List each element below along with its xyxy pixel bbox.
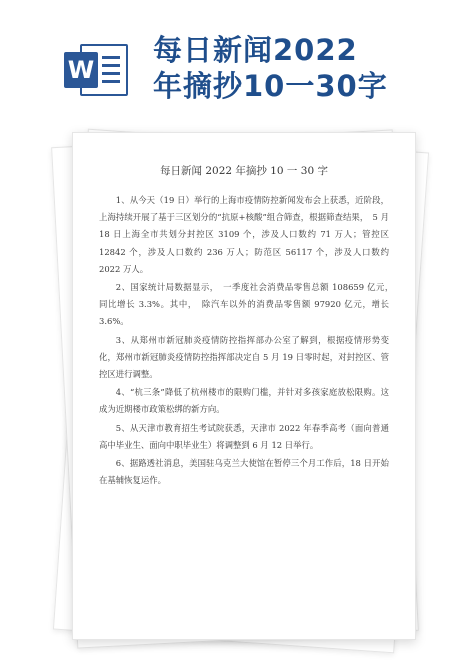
paragraph-5: 5、从天津市教育招生考试院获悉，天津市 2022 年春季高考（面向普通高中毕业生、面向中职毕业生）将调整到 6 月 12 日举行。 (99, 422, 389, 450)
word-document-icon (64, 40, 130, 100)
banner (0, 0, 474, 120)
doc-line (102, 56, 120, 59)
doc-line (102, 64, 120, 67)
banner-title-line2: 年摘抄10一30字 (153, 69, 388, 103)
paragraph-2: 2、国家统计局数据显示， 一季度社会消费品零售总额 108659 亿元， 同比增长 3.3%。其中， 除汽车以外的消费品零售额 97920 亿元，增长 3.6%。 (99, 282, 398, 327)
doc-line (102, 72, 120, 75)
paragraph-6: 6、据路透社消息，美国驻乌克兰大使馆在暂停三个月工作后，18 日开始在基辅恢复运作。 (99, 458, 389, 486)
banner-title (153, 32, 463, 104)
banner-title-line1: 每日新闻2022 (153, 33, 358, 67)
word-badge: W (64, 52, 98, 88)
document-title: 每日新闻 2022 年摘抄 10 一 30 字 (160, 165, 328, 177)
paragraph-3: 3、从郑州市新冠肺炎疫情防控指挥部办公室了解到，根据疫情形势变化，郑州市新冠肺炎疫情防控指挥部决定自 5 月 19 日零时起，对封控区、管控区进行调整。 (99, 334, 389, 380)
paragraph-1: 1、从今天（19 日）举行的上海市疫情防控新闻发布会上获悉，近阶段，上海持续开展了基于三区划分的“抗原+核酸”组合筛查，根据筛查结果， 5 月 18 日上海全市共划分封控区 3109 个，涉及人口数约 71 万人；管控区 12842 个，涉及人口数约 236 万人；防范区 56117 个，涉及人口数约 2022 万人。 (99, 195, 389, 274)
paragraph-4: 4、“杭三条”降低了杭州楼市的限购门槛，并针对多孩家庭放松限购。这成为近期楼市政策松绑的新方向。 (99, 387, 389, 415)
document-page (72, 132, 416, 640)
doc-line (102, 80, 120, 83)
document-preview (56, 132, 428, 652)
